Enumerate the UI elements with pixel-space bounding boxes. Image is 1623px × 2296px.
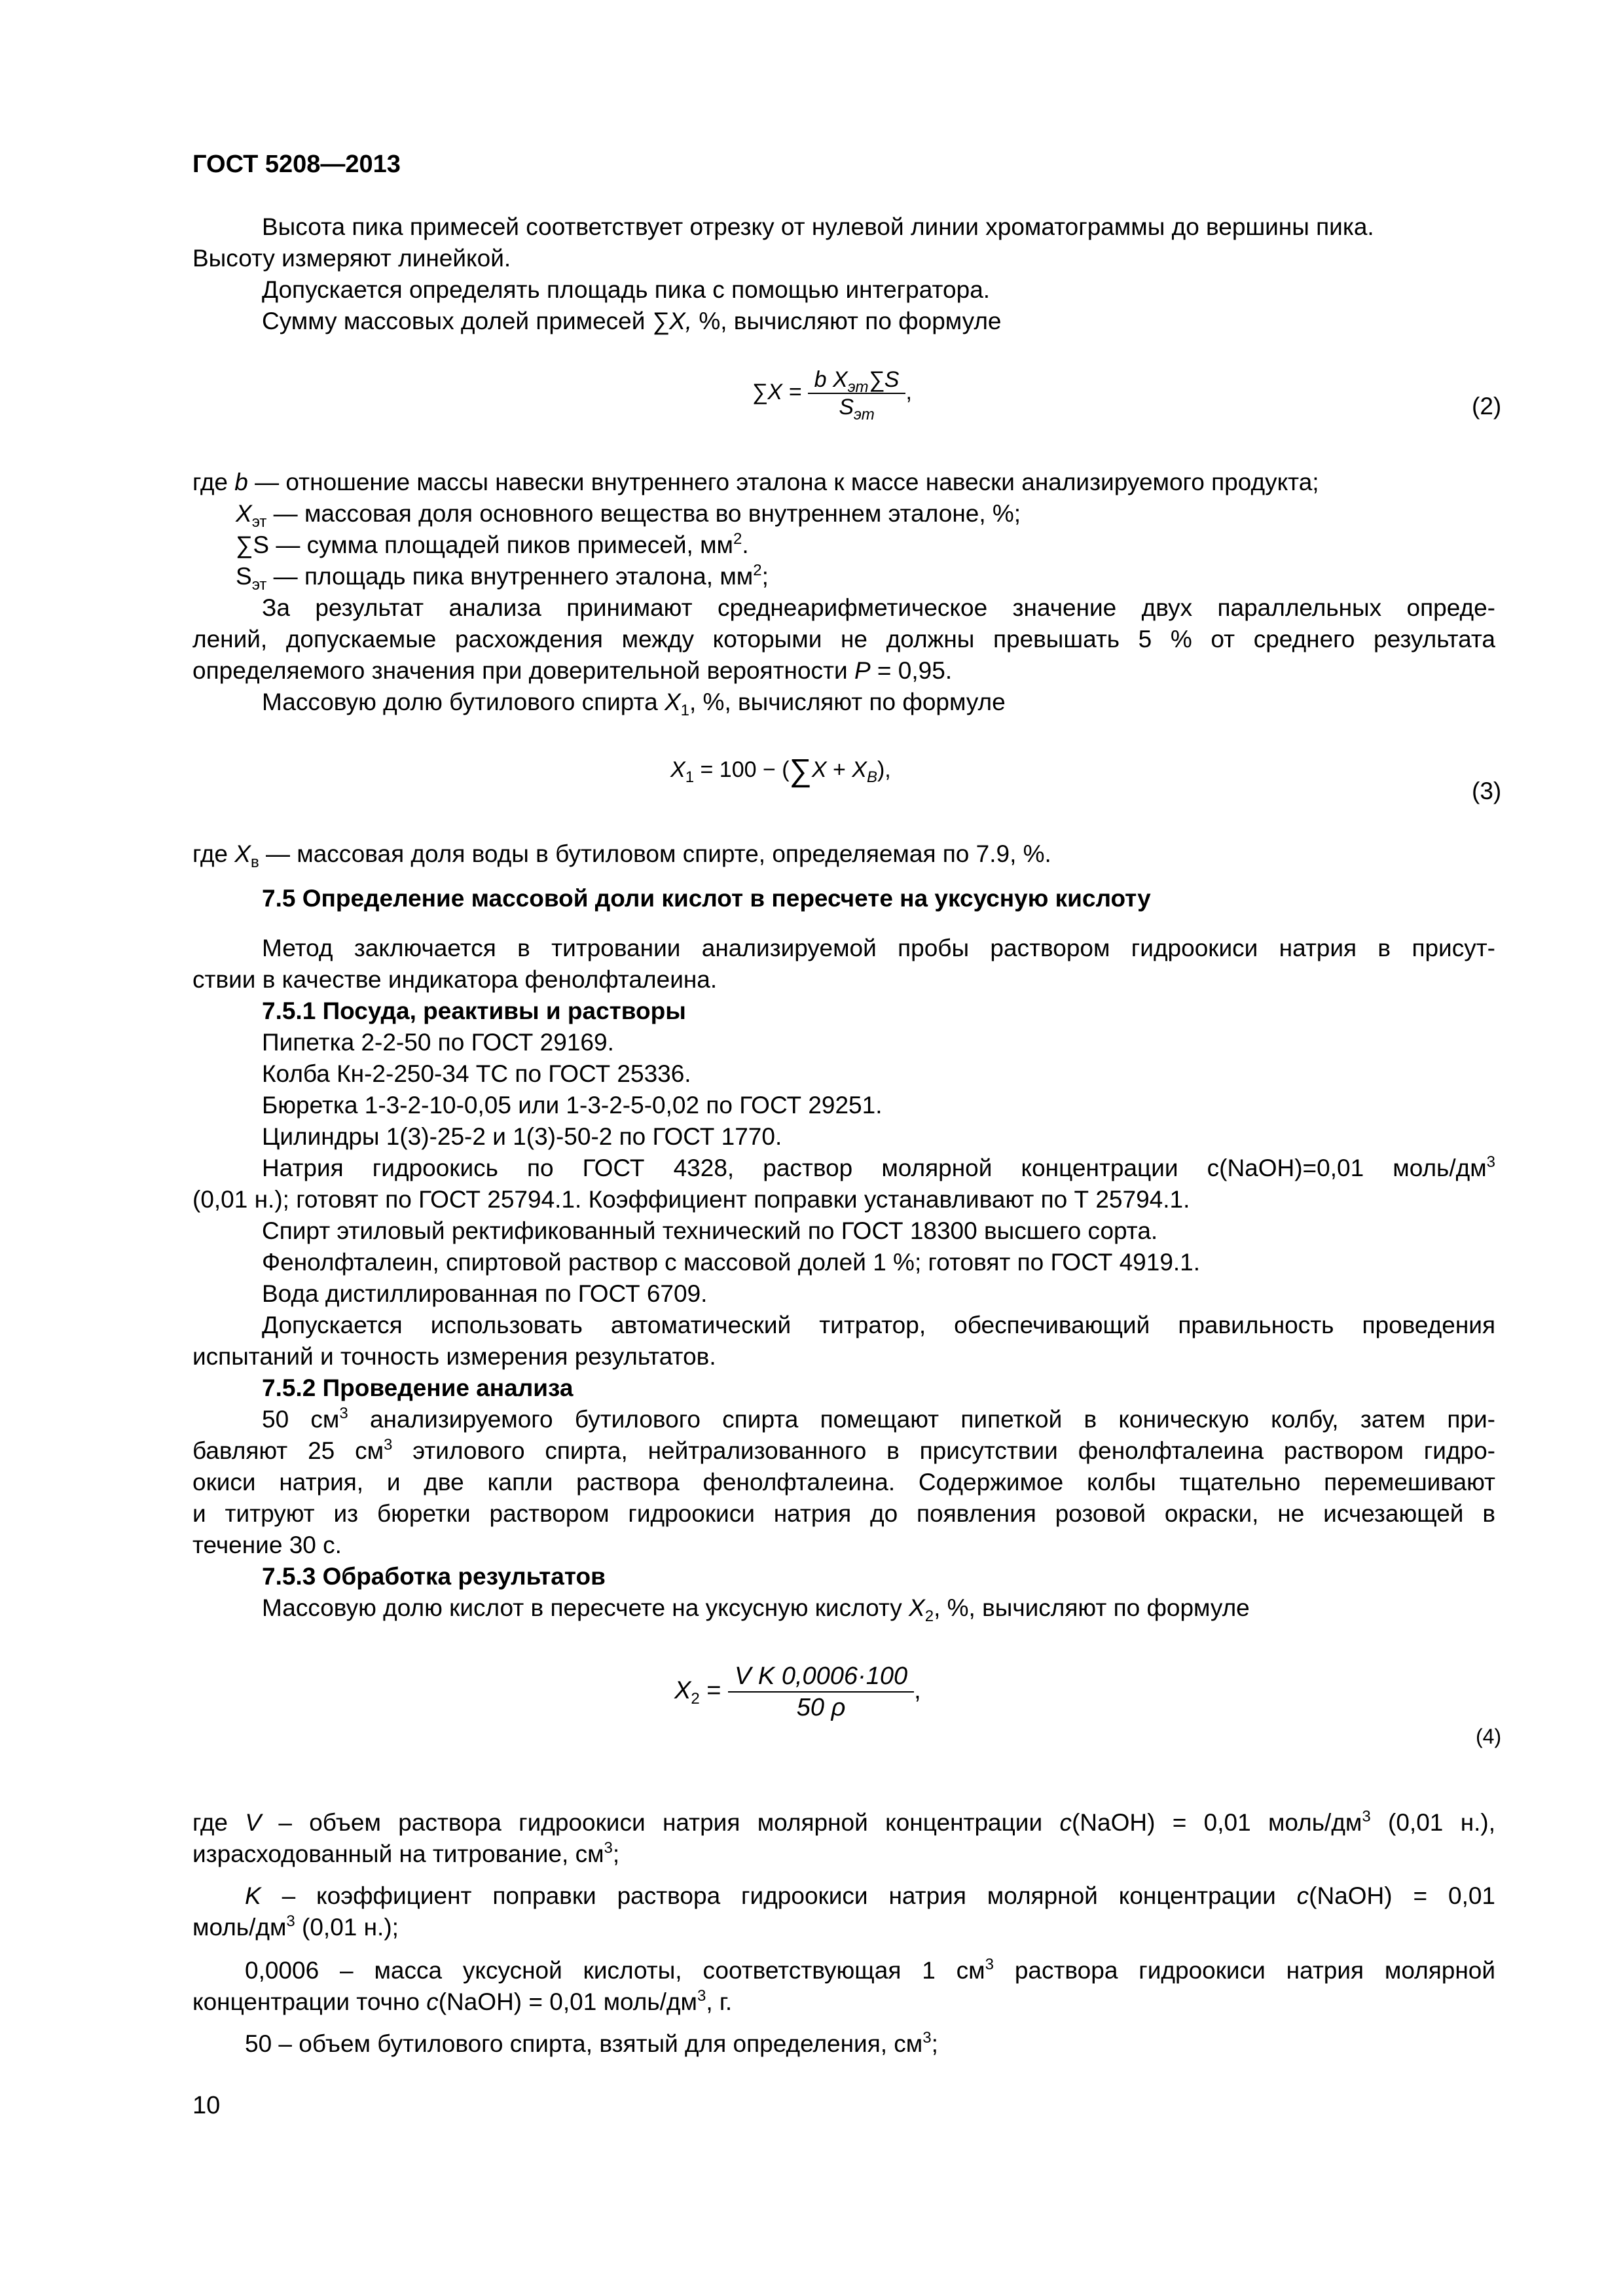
equation-number: (4) [1476, 1725, 1502, 1748]
symbol-x1: X [664, 689, 681, 715]
paragraph-line: бавляют 25 $см^3$ этилового спирта, нейтрализованного в присутствии фенолфталеина раствором гидро- [192, 1436, 1495, 1464]
definition-line: ∑S — сумма площадей пиков примесей, $мм^2$. [236, 530, 749, 558]
symbol-xv: X [234, 840, 251, 867]
fraction [808, 367, 906, 423]
definition-line: K – коэффициент поправки раствора гидроокиси натрия молярной концентрации c(NaOH) = 0,01 [245, 1882, 1495, 1909]
paragraph-line: Массовую долю кислот в пересчете на уксусную кислоту $X_2$, %, вычисляют по формуле [262, 1594, 1250, 1625]
formula-tail: , [905, 379, 912, 404]
denominator: $S_{эт}$ [839, 395, 875, 423]
list-item: Допускается использовать автоматический титратор, обеспечивающий правильность проведения [262, 1312, 1495, 1338]
paragraph-line: Допускается определять площадь пика с помощью интегратора. [262, 276, 991, 303]
formula-2 [752, 367, 912, 423]
equation-number: (3) [1472, 778, 1502, 804]
list-item: Пипетка 2-2-50 по ГОСТ 29169. [262, 1029, 614, 1056]
definition-line: $X_{эт}$ — массовая доля основного вещества во внутреннем эталоне, %; [236, 500, 1021, 531]
list-item: (0,01 н.); готовят по ГОСТ 25794.1. Коэффициент поправки устанавливают по Т 25794.1. [192, 1186, 1190, 1213]
document-header: ГОСТ 5208—2013 [192, 151, 401, 178]
paragraph-line: течение 30 с. [192, 1532, 342, 1558]
paragraph-line: Метод заключается в титровании анализируемой пробы раствором гидроокиси натрия в присут- [262, 935, 1495, 961]
paragraph-line: Массовую долю бутилового спирта $X_1$, %, вычисляют по формуле [262, 689, 1006, 719]
list-item: Вода дистиллированная по ГОСТ 6709. [262, 1280, 708, 1307]
denominator: 50 ρ [796, 1694, 846, 1721]
paragraph-line: окиси натрия, и две капли раствора фенолфталеина. Содержимое колбы тщательно перемешивают [192, 1469, 1495, 1496]
definition-line: израсходованный на титрование, $см^3$; [192, 1839, 620, 1867]
subsection-heading: 7.5.3 Обработка результатов [262, 1563, 606, 1590]
definition-line: где $X_в$ — массовая доля воды в бутиловом спирте, определяемая по 7.9, %. [192, 840, 1051, 871]
list-item: испытаний и точность измерения результатов. [192, 1343, 716, 1370]
section-heading: 7.5 Определение массовой доли кислот в пересчете на уксусную кислоту [262, 885, 1151, 912]
list-item: Натрия гидроокись по ГОСТ 4328, раствор молярной концентрации с(NaOH)=0,01 моль/$дм^3$ [262, 1153, 1495, 1181]
equation-number: (2) [1472, 393, 1502, 420]
definition-line: где b — отношение массы навески внутреннего эталона к массе навески анализируемого продукта; [192, 469, 1319, 495]
symbol-v: V [245, 1809, 262, 1836]
symbol-p: P [854, 657, 871, 684]
symbol-x2: X [909, 1594, 925, 1621]
list-item: Цилиндры 1(3)-25-2 и 1(3)-50-2 по ГОСТ 1770. [262, 1123, 782, 1150]
text: Сумму массовых долей примесей [262, 308, 652, 334]
subsection-heading: 7.5.1 Посуда, реактивы и растворы [262, 997, 686, 1024]
paragraph-line: За результат анализа принимают среднеарифметическое значение двух параллельных опреде- [262, 594, 1495, 621]
symbol-b: b [234, 469, 248, 495]
symbol-sum-s: ∑S [236, 531, 270, 558]
text: %, вычисляют по формуле [692, 308, 1002, 334]
paragraph-line: определяемого значения при доверительной вероятности P = 0,95. [192, 657, 953, 684]
paragraph-line: Высоту измеряют линейкой. [192, 245, 511, 272]
subsection-heading: 7.5.2 Проведение анализа [262, 1374, 574, 1401]
list-item: Бюретка 1-3-2-10-0,05 или 1-3-2-5-0,02 по ГОСТ 29251. [262, 1092, 883, 1119]
list-item: Спирт этиловый ректификованный технический по ГОСТ 18300 высшего сорта. [262, 1217, 1158, 1244]
sum-x-symbol: ∑X, [651, 308, 693, 334]
paragraph-line: Высота пика примесей соответствует отрезку от нулевой линии хроматограммы до вершины пика. [262, 213, 1374, 240]
symbol-k: K [245, 1882, 261, 1909]
formula-4: $X_2$ = $\frac{\text{V K 0,0006·100}}{50 \rho}$ , [674, 1662, 921, 1721]
definition-line: моль/$дм^3$ (0,01 н.); [192, 1912, 399, 1941]
paragraph-line: и титруют из бюретки раствором гидроокиси натрия до появления розовой окраски, не исчезающей в [192, 1500, 1495, 1527]
paragraph-line: ствии в качестве индикатора фенолфталеина. [192, 966, 718, 993]
definition-line: $S_{эт}$ — площадь пика внутреннего эталона, $мм^2$; [236, 562, 769, 594]
numerator: V K 0,0006·100 [728, 1661, 914, 1693]
list-item: Колба Кн-2-250-34 ТС по ГОСТ 25336. [262, 1060, 691, 1087]
definition-line: 0,0006 – масса уксусной кислоты, соответствующая 1 $см^3$ раствора гидроокиси натрия молярной [245, 1956, 1495, 1984]
fraction [728, 1661, 914, 1723]
formula-3: $X_1 = 100 - (\sum X + X_B)$, [670, 753, 891, 788]
definition-line: где V – объем раствора гидроокиси натрия молярной концентрации c(NaOH) = 0,01 моль/$дм^3$ (0,01 н.), [192, 1808, 1496, 1836]
paragraph-line [262, 306, 1001, 336]
formula-lhs: ∑X = [752, 379, 802, 404]
sum-symbol: ∑ [789, 753, 812, 788]
list-item: Фенолфталеин, спиртовой раствор с массовой долей 1 %; готовят по ГОСТ 4919.1. [262, 1249, 1201, 1276]
numerator: b $X_{эт}\sum S$ [808, 367, 906, 394]
symbol-x-et: X [236, 500, 252, 527]
page-number: 10 [192, 2092, 221, 2119]
definition-line: концентрации точно c(NaOH) = 0,01 моль/$дм^3$, г. [192, 1987, 733, 2015]
paragraph-line: 50 $см^3$ анализируемого бутилового спирта помещают пипеткой в коническую колбу, затем при- [262, 1405, 1495, 1433]
symbol-s-et: S [236, 563, 252, 590]
paragraph-line: лений, допускаемые расхождения между которыми не должны превышать 5 % от среднего результата [192, 626, 1495, 653]
definition-line: 50 – объем бутилового спирта, взятый для определения, $см^3$; [245, 2029, 938, 2057]
